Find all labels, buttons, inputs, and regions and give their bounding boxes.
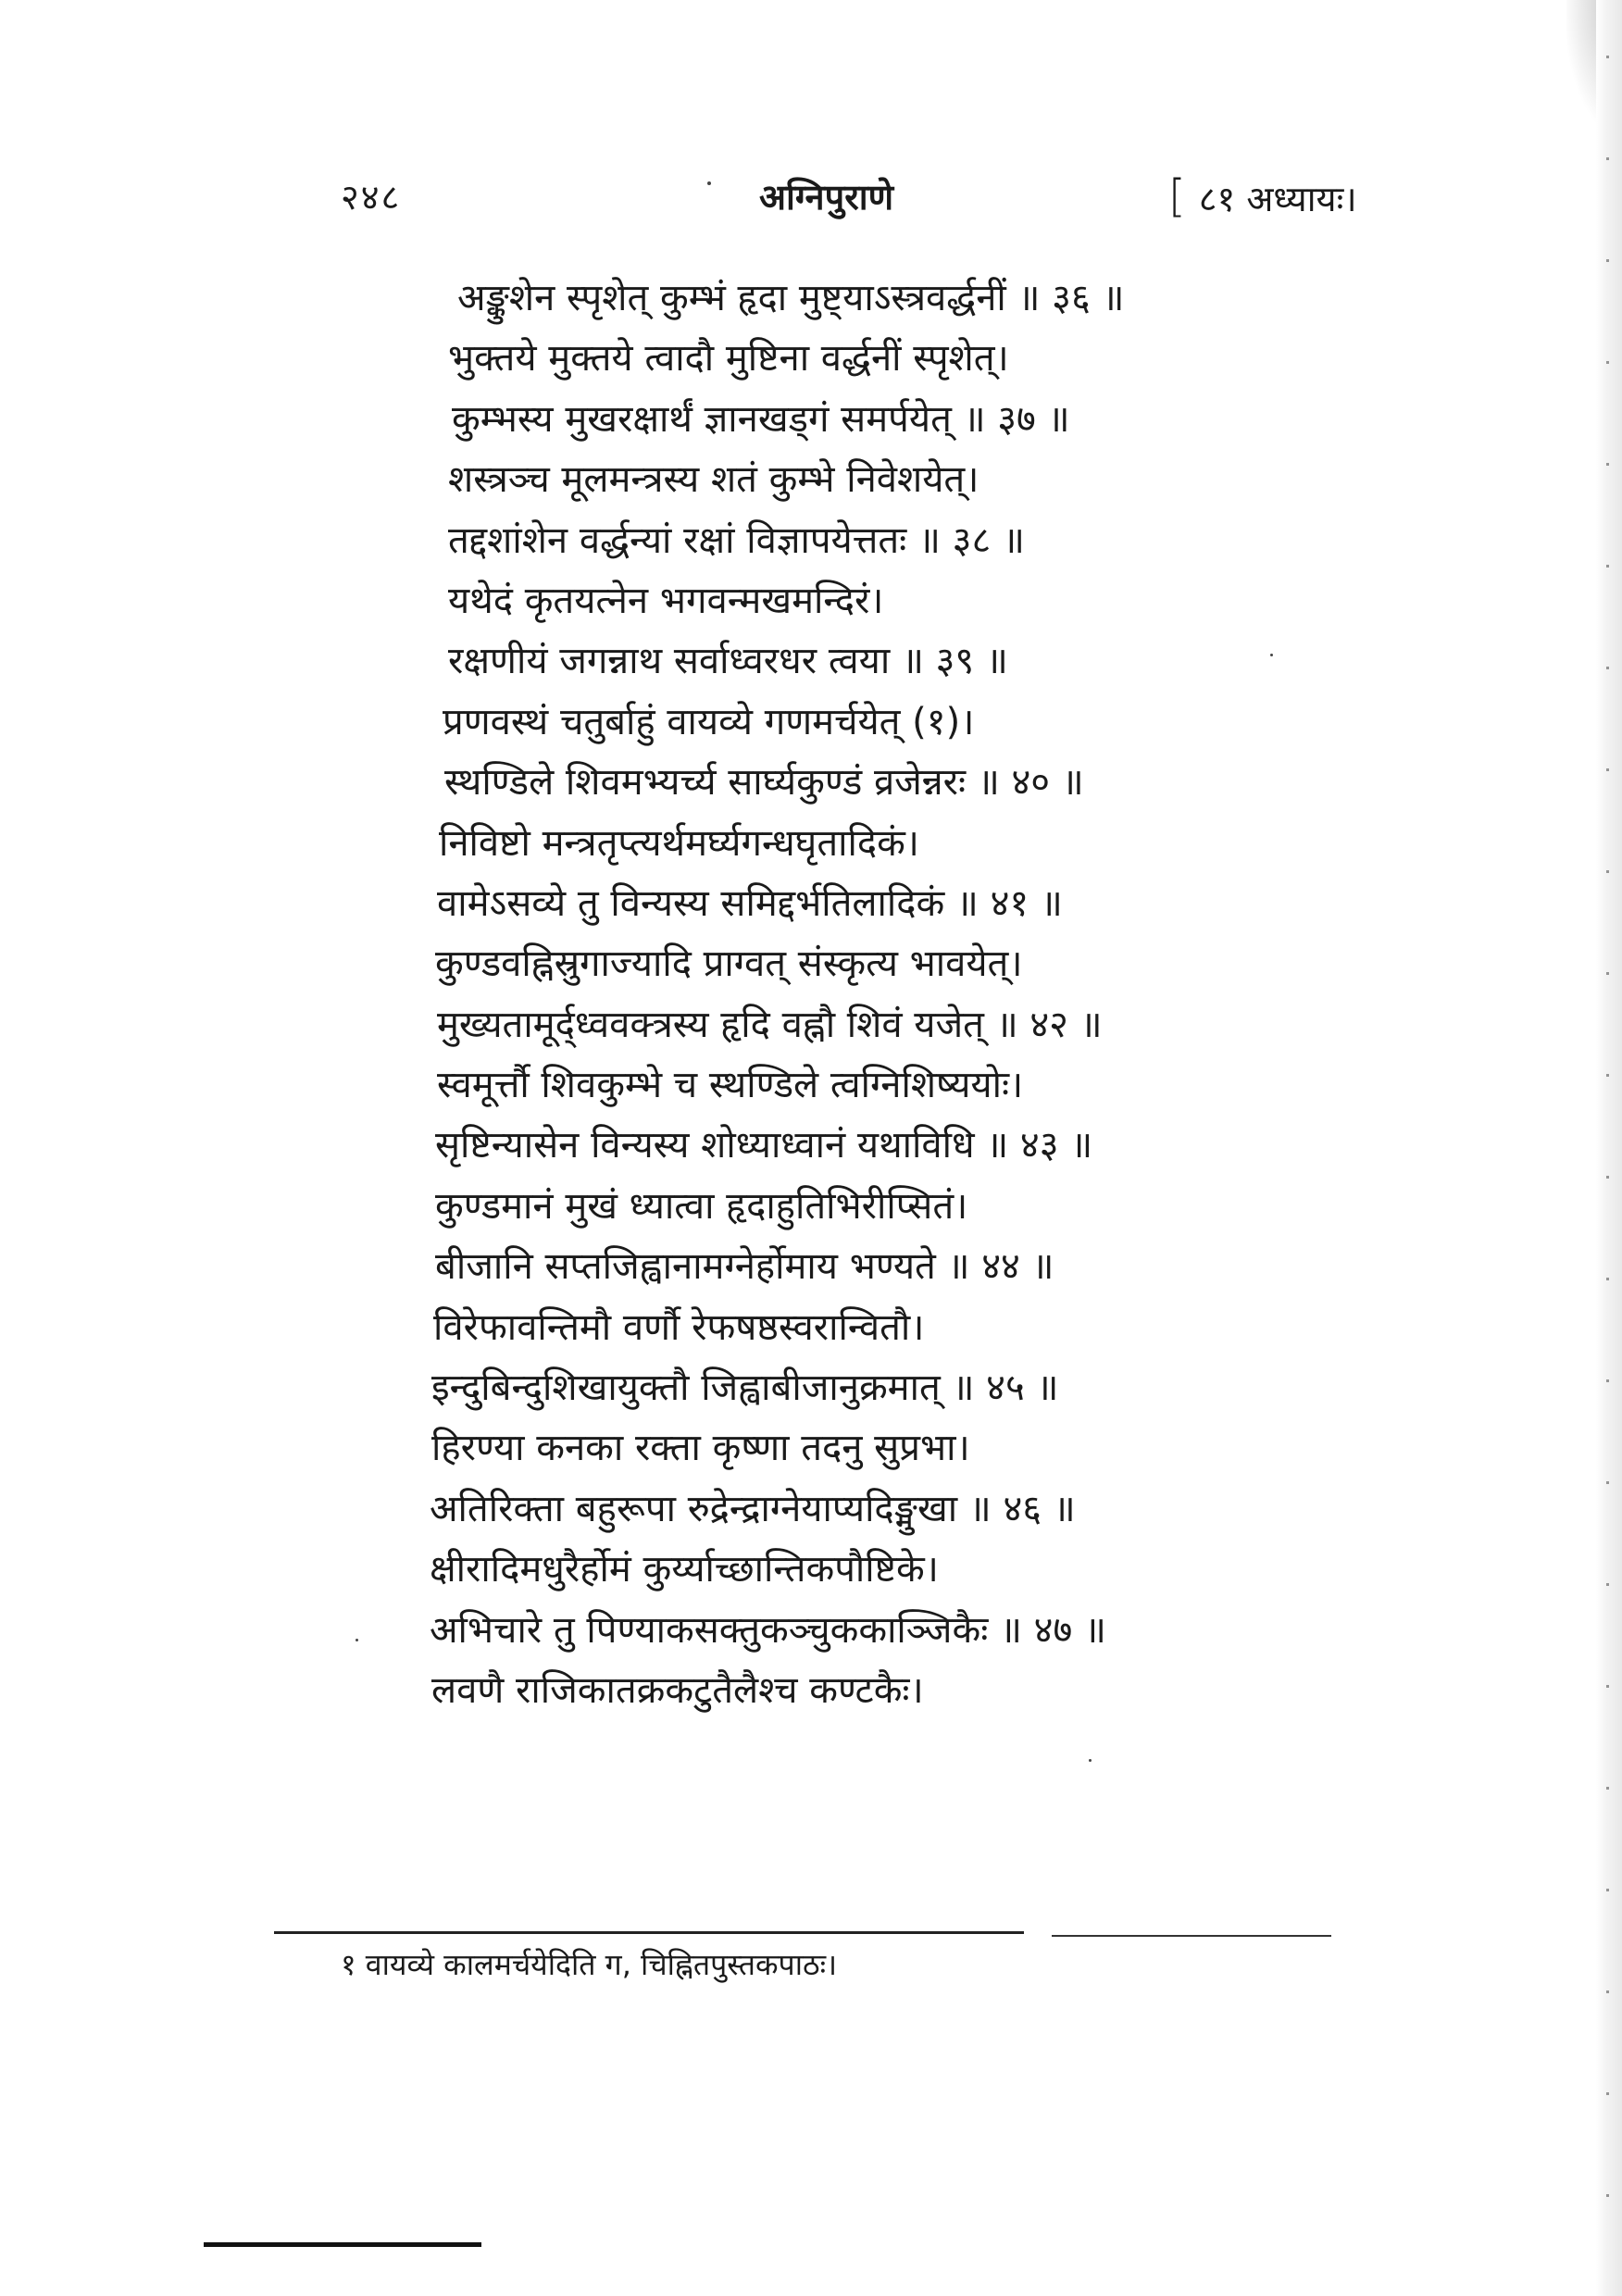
footnote-rule: [274, 1931, 1024, 1934]
verse-line: बीजानि सप्तजिह्वानामग्नेर्होमाय भण्यते ॥ ४४ ॥: [435, 1245, 1054, 1289]
verse-line: भुक्तये मुक्तये त्वादौ मुष्टिना वर्द्धनीं स्पृशेत्।: [448, 337, 1009, 381]
verse-line: क्षीरादिमधुरैर्होमं कुर्य्याच्छान्तिकपौष्टिके।: [430, 1548, 939, 1591]
scan-speck: [707, 181, 711, 185]
scan-edge-dots: [1606, 0, 1609, 2296]
scan-speck: [356, 1639, 358, 1641]
verse-line: स्थण्डिले शिवमभ्यर्च्य सार्घ्यकुण्डं व्रजेन्नरः ॥ ४० ॥: [444, 761, 1084, 805]
verse-line: लवणै राजिकातक्रकटुतैलैश्च कण्टकैः।: [431, 1668, 924, 1712]
scan-speck: [1089, 1759, 1092, 1762]
verse-line: यथेदं कृतयत्नेन भगवन्मखमन्दिरं।: [448, 579, 884, 622]
footnote: १ वायव्ये कालमर्चयेदिति ग, चिह्नितपुस्तकपाठः।: [341, 1947, 838, 1982]
verse-line: अतिरिक्ता बहुरूपा रुद्रेन्द्राग्नेयाप्यदिङ्मुखा ॥ ४६ ॥: [430, 1487, 1076, 1530]
verse-line: निविष्टो मन्त्रतृप्त्यर्थमर्घ्यगन्धघृतादिकं।: [439, 821, 919, 865]
verse-line: अभिचारे तु पिण्याकसक्तुकञ्चुककाञ्जिकैः ॥ ४७ ॥: [430, 1608, 1106, 1652]
footnote-rule-right: [1052, 1935, 1331, 1937]
verse-line: कुम्भस्य मुखरक्षार्थं ज्ञानखड्गं समर्पयेत् ॥ ३७ ॥: [452, 397, 1070, 441]
verse-line: मुख्यतामूर्द्ध्ववक्त्रस्य हृदि वह्नौ शिवं यजेत् ॥ ४२ ॥: [437, 1003, 1103, 1046]
verse-line: इन्दुबिन्दुशिखायुक्तौ जिह्वाबीजानुक्रमात् ॥ ४५ ॥: [431, 1366, 1059, 1410]
chapter-heading: [1168, 170, 1357, 222]
verse-line: कुण्डवह्निस्रुगाज्यादि प्राग्वत् संस्कृत्य भावयेत्।: [435, 942, 1023, 986]
verse-line: रक्षणीयं जगन्नाथ सर्वाध्वरधर त्वया ॥ ३९ ॥: [448, 640, 1008, 683]
verse-line: तद्दशांशेन वर्द्धन्यां रक्षां विज्ञापयेत्ततः ॥ ३८ ॥: [448, 518, 1025, 562]
verse-line: कुण्डमानं मुखं ध्यात्वा हृदाहुतिभिरीप्सितं।: [435, 1184, 968, 1228]
verse-block: [430, 268, 1361, 1721]
verse-line: प्रणवस्थं चतुर्बाहुं वायव्ये गणमर्चयेत् (१)।: [443, 700, 975, 743]
scan-page-edge: [1596, 0, 1622, 2296]
verse-line: वामेऽसव्ये तु विन्यस्य समिद्दर्भतिलादिकं ॥ ४१ ॥: [437, 881, 1063, 925]
scan-bottom-bar: [204, 2242, 481, 2247]
page-number: २४८: [341, 177, 402, 218]
verse-line: सृष्टिन्यासेन विन्यस्य शोध्याध्वानं यथाविधि ॥ ४३ ॥: [435, 1124, 1093, 1167]
verse-line: हिरण्या कनका रक्ता कृष्णा तदनु सुप्रभा।: [431, 1427, 970, 1470]
chapter-label: ८१ अध्यायः।: [1198, 179, 1357, 219]
scan-speck: [1270, 654, 1273, 656]
verse-line: स्वमूर्त्तौ शिवकुम्भे च स्थण्डिले त्वग्निशिष्ययोः।: [437, 1064, 1024, 1107]
verse-line: विरेफावन्तिमौ वर्णौ रेफषष्ठस्वरान्वितौ।: [433, 1305, 925, 1349]
chapter-bracket: [: [1168, 170, 1186, 222]
verse-line: शस्त्रञ्च मूलमन्त्रस्य शतं कुम्भे निवेशयेत्।: [448, 458, 979, 502]
verse-line: अङ्कुशेन स्पृशेत् कुम्भं हृदा मुष्ट्याऽस्त्रवर्द्धनीं ॥ ३६ ॥: [457, 277, 1125, 319]
running-title: अग्निपुराणे: [759, 177, 894, 218]
